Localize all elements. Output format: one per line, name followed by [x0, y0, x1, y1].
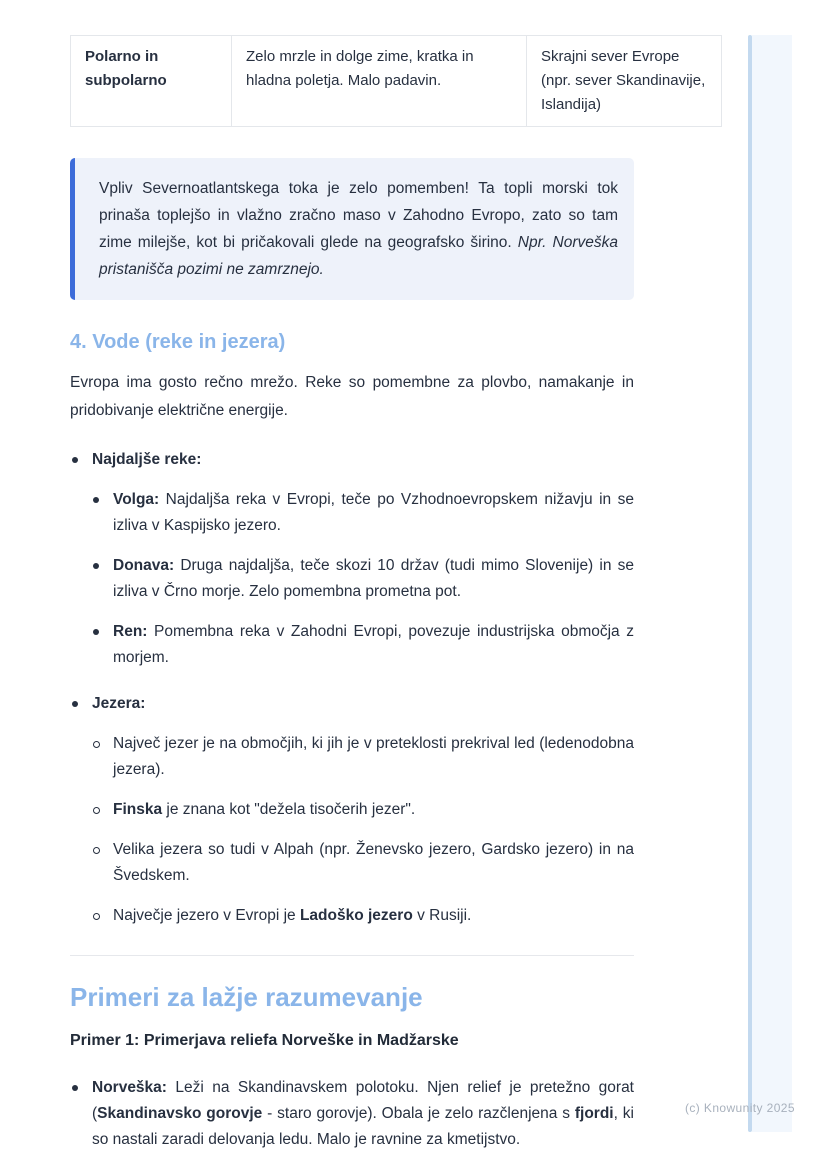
list-item-volga: [91, 487, 634, 539]
list-item-text: Največje jezero v Evropi je Ladoško jezero v Rusiji.: [113, 907, 472, 924]
section-intro-paragraph: Evropa ima gosto rečno mrežo. Reke so pomembne za plovbo, namakanje in pridobivanje električne energije.: [70, 374, 634, 419]
copyright-watermark: (c) Knowunity 2025: [685, 1101, 795, 1115]
climate-table: [70, 35, 722, 127]
list-item-text: Donava: Druga najdaljša, teče skozi 10 držav (tudi mimo Slovenije) in se izliva v Črno morje. Zelo pomembna prometna pot.: [113, 557, 634, 600]
section-heading-vode: 4. Vode (reke in jezera): [70, 331, 286, 353]
bullet-circle-icon: [91, 797, 113, 823]
list-item-norveska: [70, 1075, 634, 1153]
list-item-ladosko: [91, 903, 634, 929]
list-item-alpe: [91, 837, 634, 889]
bullet-disc-icon: [70, 1075, 92, 1153]
example1-list: [70, 1075, 634, 1153]
table-cell-zone: Polarno in subpolarno: [71, 36, 232, 127]
reke-sublist: [70, 487, 634, 671]
bullet-circle-icon: [91, 731, 113, 783]
scroll-indicator[interactable]: [748, 35, 752, 1132]
list-item-donava: [91, 553, 634, 605]
table-cell-region: Skrajni sever Evrope (npr. sever Skandinavije, Islandija): [527, 36, 722, 127]
table-cell-description: Zelo mrzle in dolge zime, kratka in hladna poletja. Malo padavin.: [232, 36, 527, 127]
bullet-disc-icon: [91, 553, 113, 605]
example1-title: Primer 1: Primerjava reliefa Norveške in Madžarske: [70, 1032, 459, 1049]
list-item-text: Finska je znana kot "dežela tisočerih jezer".: [113, 801, 416, 818]
sublist-wrapper: [70, 731, 634, 929]
section-divider: [70, 955, 634, 956]
document-content: [70, 0, 706, 1153]
bullet-circle-icon: [91, 903, 113, 929]
examples-heading: Primeri za lažje razumevanje: [70, 982, 423, 1012]
list-item-led: [91, 731, 634, 783]
list-item-label: Najdaljše reke:: [92, 451, 202, 468]
list-item-reke: [70, 447, 634, 473]
list-item-text: Volga: Najdaljša reka v Evropi, teče po Vzhodnoevropskem nižavju in se izliva v Kaspijsko jezero.: [113, 491, 634, 534]
bullet-disc-icon: [91, 487, 113, 539]
jezera-sublist: [70, 731, 634, 929]
table-row: [71, 36, 722, 127]
list-item-jezera: [70, 691, 634, 717]
list-item-label: Jezera:: [92, 695, 146, 712]
list-item-ren: [91, 619, 634, 671]
list-item-text: Ren: Pomembna reka v Zahodni Evropi, povezuje industrijska območja z morjem.: [113, 623, 634, 666]
list-item-text: Največ jezer je na območjih, ki jih je v preteklosti prekrival led (ledenodobna jezera).: [113, 735, 634, 778]
vode-list: [70, 447, 634, 929]
sublist-wrapper: [70, 487, 634, 671]
bullet-disc-icon: [70, 691, 92, 717]
list-item-finska: [91, 797, 634, 823]
bullet-disc-icon: [70, 447, 92, 473]
info-callout: Vpliv Severnoatlantskega toka je zelo pomemben! Ta topli morski tok prinaša toplejšo in vlažno zračno maso v Zahodno Evropo, zato so tam zime milejše, kot bi pričakovali glede na geografsko širino. Npr. Norveška pristanišča pozimi ne zamrznejo.: [70, 158, 634, 300]
bullet-disc-icon: [91, 619, 113, 671]
page-edge-panel: [752, 35, 792, 1132]
list-item-text: Norveška: Leži na Skandinavskem polotoku. Njen relief je pretežno gorat (Skandinavsko gorovje - staro gorovje). Obala je zelo razčlenjena s fjordi, ki so nastali zaradi delovanja ledu. Malo je ravnine za kmetijstvo.: [92, 1079, 634, 1148]
list-item-text: Velika jezera so tudi v Alpah (npr. Ženevsko jezero, Gardsko jezero) in na Švedskem.: [113, 841, 634, 884]
bullet-circle-icon: [91, 837, 113, 889]
